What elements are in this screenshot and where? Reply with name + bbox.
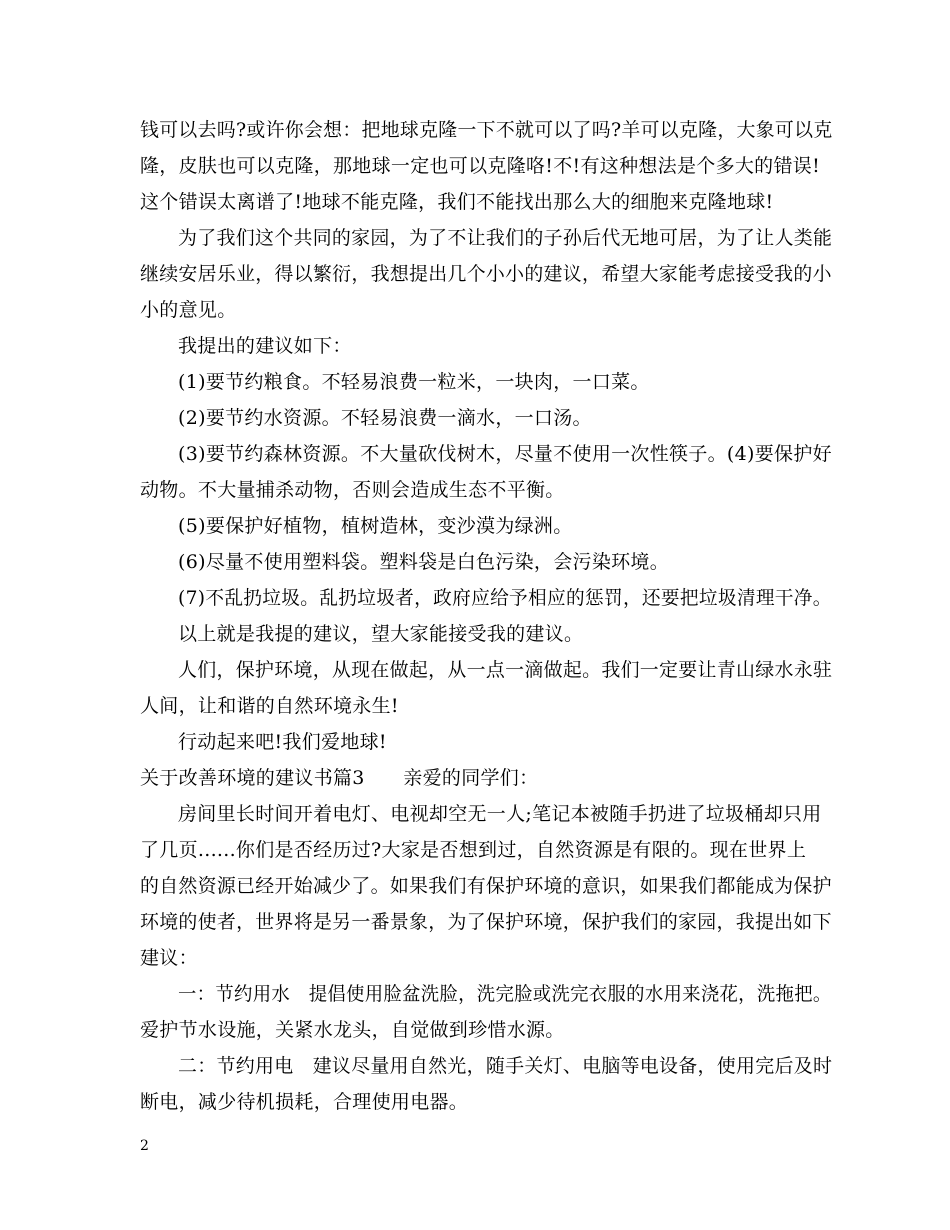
list-item: (6)尽量不使用塑料袋。塑料袋是白色污染，会污染环境。 xyxy=(178,551,670,573)
text-line: 我提出的建议如下： xyxy=(178,335,352,357)
text-line: 爱护节水设施，关紧水龙头，自觉做到珍惜水源。 xyxy=(140,1019,565,1041)
list-item: (3)要节约森林资源。不大量砍伐树木，尽量不使用一次性筷子。(4)要保护好 xyxy=(178,443,832,465)
list-item: (2)要节约水资源。不轻易浪费一滴水，一口汤。 xyxy=(178,407,592,429)
text-line: 以上就是我提的建议，望大家能接受我的建议。 xyxy=(178,623,584,645)
text-line: 动物。不大量捕杀动物，否则会造成生态不平衡。 xyxy=(140,479,565,501)
list-item: (1)要节约粮食。不轻易浪费一粒米，一块肉，一口菜。 xyxy=(178,371,650,393)
list-item: (7)不乱扔垃圾。乱扔垃圾者，政府应给予相应的惩罚，还要把垃圾清理干净。 xyxy=(178,587,832,609)
text-line: 二：节约用电 建议尽量用自然光，随手关灯、电脑等电设备，使用完后及时 xyxy=(178,1055,833,1077)
text-line: 断电，减少待机损耗，合理使用电器。 xyxy=(140,1091,469,1113)
text-line: 环境的使者，世界将是另一番景象，为了保护环境，保护我们的家园，我提出如下 xyxy=(140,911,832,933)
section-heading: 关于改善环境的建议书篇3 亲爱的同学们： xyxy=(140,767,539,789)
page-number: 2 xyxy=(140,1138,149,1154)
text-line: 了几页......你们是否经历过?大家是否想到过，自然资源是有限的。现在世界上 xyxy=(140,839,807,861)
text-line: 小的意见。 xyxy=(140,299,237,321)
text-line: 这个错误太离谱了!地球不能克隆，我们不能找出那么大的细胞来克隆地球! xyxy=(140,191,774,213)
text-line: 行动起来吧!我们爱地球! xyxy=(178,731,387,753)
text-line: 钱可以去吗?或许你会想：把地球克隆一下不就可以了吗?羊可以克隆，大象可以克 xyxy=(140,119,833,141)
list-item: (5)要保护好植物，植树造林，变沙漠为绿洲。 xyxy=(178,515,573,537)
text-line: 隆，皮肤也可以克隆，那地球一定也可以克隆咯!不!有这种想法是个多大的错误! xyxy=(140,155,821,177)
text-line: 房间里长时间开着电灯、电视却空无一人;笔记本被随手扔进了垃圾桶却只用 xyxy=(178,803,822,825)
text-line: 建议： xyxy=(140,947,198,969)
text-line: 继续安居乐业，得以繁衍，我想提出几个小小的建议，希望大家能考虑接受我的小 xyxy=(140,263,832,285)
text-line: 一：节约用水 提倡使用脸盆洗脸，洗完脸或洗完衣服的水用来浇花，洗拖把。 xyxy=(178,983,832,1005)
text-line: 为了我们这个共同的家园，为了不让我们的子孙后代无地可居，为了让人类能 xyxy=(178,227,833,249)
text-line: 的自然资源已经开始减少了。如果我们有保护环境的意识，如果我们都能成为保护 xyxy=(140,875,832,897)
text-line: 人间，让和谐的自然环境永生! xyxy=(140,695,399,717)
text-line: 人们，保护环境，从现在做起，从一点一滴做起。我们一定要让青山绿水永驻 xyxy=(178,659,833,681)
